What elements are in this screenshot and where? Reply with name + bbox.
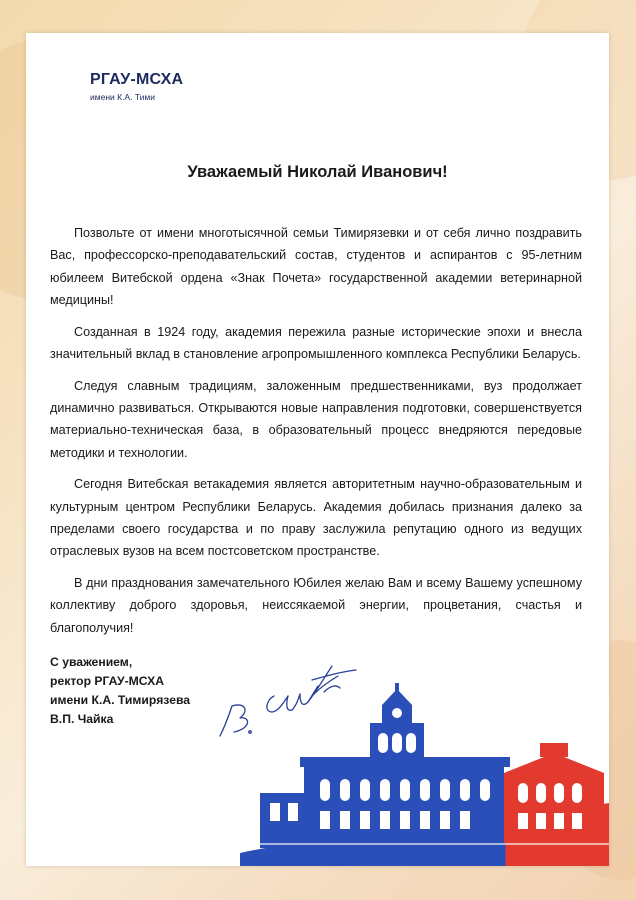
closing-line: ректор РГАУ-МСХА [50, 674, 165, 688]
letter-sheet [26, 33, 609, 866]
letter-paragraph: Следуя славным традициям, заложенным предшественниками, вуз продолжает динамично развиваться. Открываются новые направления подготовки, совершенствуется материально-техническая база, в образовательный процесс внедряются передовые методики и технологии. [50, 378, 582, 460]
closing-line: С уважением, [50, 655, 133, 669]
academy-building-illustration [240, 683, 609, 866]
letter-closing [50, 653, 190, 729]
letter-body [50, 222, 582, 649]
logo-subtitle: имени К.А. Тими [90, 92, 155, 102]
letter-paragraph: Позвольте от имени многотысячной семьи Тимирязевки и от себя лично поздравить Вас, профессорско-преподавательский состав, студентов и аспирантов с 95-летним юбилеем Витебской ордена «Знак Почета» государственной академии ветеринарной медицины! [50, 226, 582, 307]
letter-paragraph: В дни празднования замечательного Юбилея желаю Вам и всему Вашему успешному коллективу доброго здоровья, неиссякаемой энергии, процветания, счастья и благополучия! [50, 576, 582, 635]
letter-greeting: Уважаемый Николай Иванович! [187, 163, 448, 181]
letter-paragraph: Созданная в 1924 году, академия пережила разные исторические эпохи и внесла значительный вклад в становление агропромышленного комплекса Республики Беларусь. [50, 324, 582, 361]
logo-title: РГАУ-МСХА [90, 71, 184, 88]
letter-paragraph: Сегодня Витебская ветакадемия является авторитетным научно-образовательным и культурным центром Республики Беларусь. Академия добилась признания далеко за пределами своего государства и по праву заслужила репутацию одного из ведущих отраслевых вузов на всем постсоветском пространстве. [50, 477, 582, 559]
closing-line: В.П. Чайка [50, 712, 114, 726]
closing-line: имени К.А. Тимирязева [50, 693, 191, 707]
university-logo [90, 71, 183, 102]
